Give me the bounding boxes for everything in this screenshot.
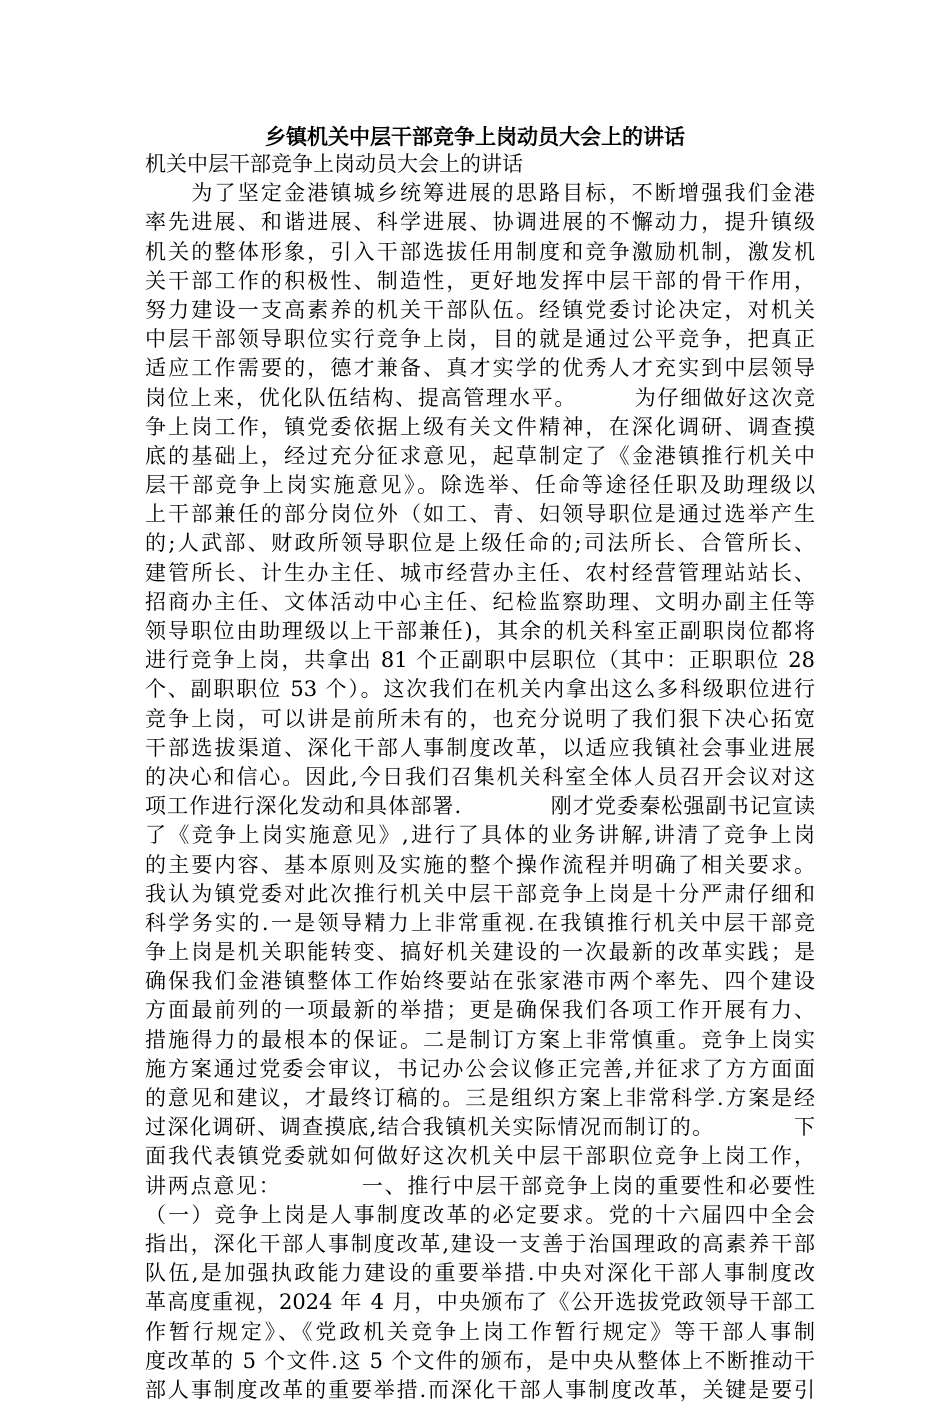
paragraph-line: 过深化调研、调查摸底,结合我镇机关实际情况而制订的。 下 bbox=[145, 1115, 815, 1140]
paragraph-line: 的决心和信心。因此,今日我们召集机关科室全体人员召开会议对这 bbox=[145, 764, 815, 789]
paragraph-line: 施方案通过党委会审议，书记办公会议修正完善,并征求了方方面面 bbox=[145, 1056, 815, 1081]
paragraph-line: 中层干部领导职位实行竞争上岗，目的就是通过公平竞争，把真正 bbox=[145, 327, 815, 352]
paragraph-line: 岗位上来，优化队伍结构、提高管理水平。 为仔细做好这次竞 bbox=[145, 385, 815, 410]
paragraph-line: 度改革的 5 个文件.这 5 个文件的颁布，是中央从整体上不断推动干 bbox=[145, 1348, 815, 1373]
paragraph-line: （一）竞争上岗是人事制度改革的必定要求。党的十六届四中全会 bbox=[145, 1202, 815, 1227]
paragraph-line: 讲两点意见： 一、推行中层干部竞争上岗的重要性和必要性 bbox=[145, 1173, 815, 1198]
paragraph-line: 的;人武部、财政所领导职位是上级任命的;司法所长、合管所长、 bbox=[145, 531, 815, 556]
paragraph-line: 适应工作需要的，德才兼备、真才实学的优秀人才充实到中层领导 bbox=[145, 356, 815, 381]
paragraph-line: 底的基础上，经过充分征求意见，起草制定了《金港镇推行机关中 bbox=[145, 443, 815, 468]
paragraph-line: 指出，深化干部人事制度改革,建设一支善于治国理政的高素养干部 bbox=[145, 1231, 815, 1256]
paragraph-line: 面我代表镇党委就如何做好这次机关中层干部职位竞争上岗工作， bbox=[145, 1144, 815, 1169]
paragraph-line: 率先进展、和谐进展、科学进展、协调进展的不懈动力，提升镇级 bbox=[145, 210, 815, 235]
paragraph-line: 竞争上岗，可以讲是前所未有的，也充分说明了我们狠下决心拓宽 bbox=[145, 706, 815, 731]
paragraph-line: 的主要内容、基本原则及实施的整个操作流程并明确了相关要求。 bbox=[145, 852, 815, 877]
paragraph-line: 上干部兼任的部分岗位外（如工、青、妇领导职位是通过选举产生 bbox=[145, 502, 815, 527]
paragraph-line: 招商办主任、文体活动中心主任、纪检监察助理、文明办副主任等 bbox=[145, 589, 815, 614]
paragraph-line: 个、副职职位 53 个）。这次我们在机关内拿出这么多科级职位进行 bbox=[145, 677, 815, 702]
paragraph-line: 领导职位由助理级以上干部兼任)，其余的机关科室正副职岗位都将 bbox=[145, 619, 815, 643]
paragraph-line: 争上岗工作，镇党委依据上级有关文件精神，在深化调研、调查摸 bbox=[145, 414, 815, 439]
document-title: 乡镇机关中层干部竞争上岗动员大会上的讲话 bbox=[265, 124, 685, 149]
paragraph-line: 我认为镇党委对此次推行机关中层干部竞争上岗是十分严肃仔细和 bbox=[145, 881, 815, 906]
paragraph-line: 关干部工作的积极性、制造性，更好地发挥中层干部的骨干作用， bbox=[145, 268, 815, 293]
paragraph-line: 措施得力的最根本的保证。二是制订方案上非常慎重。竞争上岗实 bbox=[145, 1027, 815, 1052]
paragraph-line: 争上岗是机关职能转变、搞好机关建设的一次最新的改革实践；是 bbox=[145, 940, 815, 965]
paragraph-line: 了《竞争上岗实施意见》,进行了具体的业务讲解,讲清了竞争上岗 bbox=[145, 823, 815, 848]
paragraph-line: 干部选拔渠道、深化干部人事制度改革，以适应我镇社会事业进展 bbox=[145, 735, 815, 760]
paragraph-line: 建管所长、计生办主任、城市经营办主任、农村经营管理站站长、 bbox=[145, 560, 815, 585]
paragraph-line: 层干部竞争上岗实施意见》。除选举、任命等途径任职及助理级以 bbox=[145, 473, 815, 498]
paragraph-line: 努力建设一支高素养的机关干部队伍。经镇党委讨论决定，对机关 bbox=[145, 297, 815, 322]
paragraph-line: 机关的整体形象，引入干部选拔任用制度和竞争激励机制，激发机 bbox=[145, 239, 815, 264]
paragraph-line: 的意见和建议，才最终订稿的。三是组织方案上非常科学.方案是经 bbox=[145, 1086, 815, 1110]
paragraph-line: 为了坚定金港镇城乡统筹进展的思路目标，不断增强我们金港 bbox=[145, 181, 815, 206]
paragraph-line: 方面最前列的一项最新的举措；更是确保我们各项工作开展有力、 bbox=[145, 998, 815, 1023]
document-body bbox=[145, 150, 815, 1405]
paragraph-line: 确保我们金港镇整体工作始终要站在张家港市两个率先、四个建设 bbox=[145, 969, 815, 994]
paragraph-line: 科学务实的.一是领导精力上非常重视.在我镇推行机关中层干部竞 bbox=[145, 910, 815, 935]
paragraph-line: 进行竞争上岗，共拿出 81 个正副职中层职位（其中：正职职位 28 bbox=[145, 648, 815, 673]
paragraph-line: 部人事制度改革的重要举措.而深化干部人事制度改革，关键是要引 bbox=[145, 1377, 815, 1402]
paragraph-line: 机关中层干部竞争上岗动员大会上的讲话 bbox=[145, 152, 523, 176]
paragraph-line: 队伍,是加强执政能力建设的重要举措.中央对深化干部人事制度改 bbox=[145, 1261, 815, 1286]
paragraph-line: 革高度重视，2024 年 4 月，中央颁布了《公开选拔党政领导干部工 bbox=[145, 1290, 815, 1315]
paragraph-line: 项工作进行深化发动和具体部署. 刚才党委秦松强副书记宣读 bbox=[145, 794, 815, 819]
paragraph-line: 作暂行规定》、《党政机关竞争上岗工作暂行规定》等干部人事制 bbox=[145, 1319, 815, 1344]
